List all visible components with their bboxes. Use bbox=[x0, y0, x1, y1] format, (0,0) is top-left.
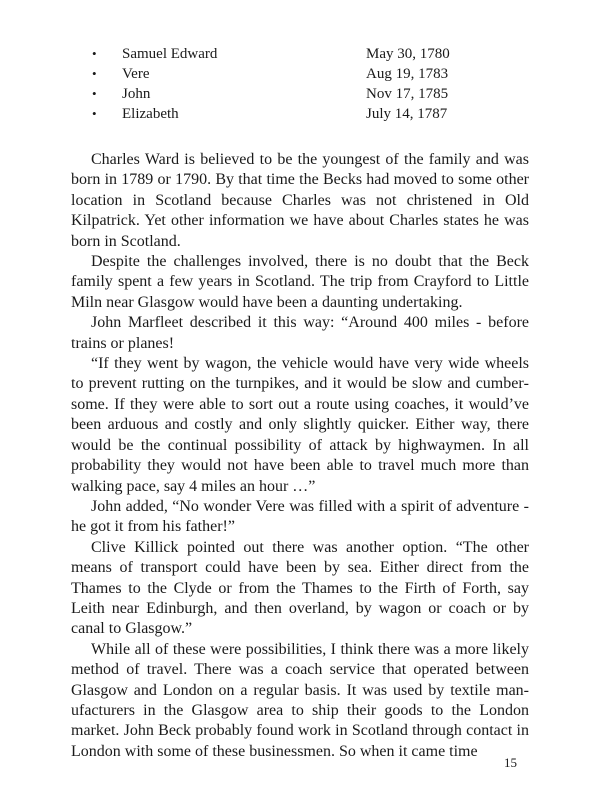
list-item bbox=[71, 104, 529, 124]
bullet: • bbox=[92, 46, 97, 61]
child-birth-date: Aug 19, 1783 bbox=[366, 66, 449, 82]
child-birth-date: Nov 17, 1785 bbox=[366, 86, 449, 102]
bullet: • bbox=[92, 66, 97, 81]
page-body bbox=[71, 44, 529, 762]
child-birth-date: July 14, 1787 bbox=[366, 106, 448, 122]
paragraph: Despite the challenges involved, there is no doubt that the Beck family spent a few years in Scotland. The trip from Crayford to Little Miln near Glasgow would have been a daunting undertaking. bbox=[71, 253, 529, 311]
bullet: • bbox=[92, 106, 97, 121]
page-number: 15 bbox=[504, 755, 517, 770]
paragraph: John Marfleet described it this way: “Around 400 miles - before trains or planes! bbox=[71, 314, 529, 352]
child-name: John bbox=[122, 86, 151, 102]
list-item bbox=[71, 44, 529, 64]
child-name: Samuel Edward bbox=[122, 46, 218, 62]
children-list bbox=[71, 44, 529, 124]
paragraph: While all of these were possibilities, I think there was a more likely method of travel. There was a coach service that operated between Glasgow and London on a regular basis. It was used by textile manufacturers in the Glasgow area to ship their goods to the London market. John Beck probably found work in Scotland through contact in London with some of these businessmen. So when it came time bbox=[71, 640, 529, 760]
bullet: • bbox=[92, 86, 97, 101]
child-name: Elizabeth bbox=[122, 106, 179, 122]
body-text bbox=[71, 150, 529, 762]
paragraph: “If they went by wagon, the vehicle would have very wide wheels to prevent rutting on the turnpikes, and it would be slow and cumbersome. If they were able to sort out a route using coaches, it would’ve been arduous and costly and only slightly quicker. Either way, there would be the continual possibility of attack by highwaymen. In all probability they would not have been able to travel much more than walking pace, say 4 miles an hour …” bbox=[71, 355, 529, 495]
paragraph: Charles Ward is believed to be the youngest of the family and was born in 1789 or 1790. By that time the Becks had moved to some other location in Scotland because Charles was not christened in Old Kilpatrick. Yet other information we have about Charles states he was born in Scotland. bbox=[71, 151, 529, 250]
child-name: Vere bbox=[122, 66, 150, 82]
list-item bbox=[71, 64, 529, 84]
paragraph: Clive Killick pointed out there was another option. “The other means of transport could have been by sea. Either direct from the Thames to the Clyde or from the Thames to the Firth of Forth, say Leith near Edinburgh, and then overland, by wagon or coach or by canal to Glasgow.” bbox=[71, 538, 529, 638]
paragraph: John added, “No wonder Vere was filled with a spirit of adventure - he got it from his father!” bbox=[71, 497, 529, 536]
list-item bbox=[71, 84, 529, 104]
child-birth-date: May 30, 1780 bbox=[366, 46, 450, 62]
